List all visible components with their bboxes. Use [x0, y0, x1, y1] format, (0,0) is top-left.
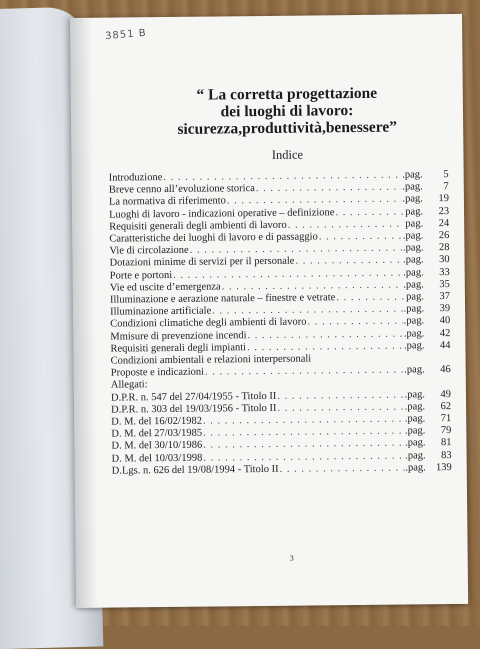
toc-pag-label: .pag.: [404, 401, 426, 413]
toc-page-number: 40: [439, 315, 451, 327]
toc-page-number: 35: [439, 278, 450, 290]
toc-dot-leader: [307, 316, 402, 329]
toc-page-number: 139: [435, 461, 452, 474]
toc-page-number: 81: [440, 437, 452, 449]
toc-page-number: 19: [438, 193, 449, 205]
toc-page-number: 71: [440, 413, 452, 425]
toc-pag-label: .pag.: [403, 254, 424, 266]
toc-page-number: 28: [438, 242, 450, 254]
toc-pag-label: .pag.: [404, 388, 426, 401]
toc-pag-label: .pag.: [404, 413, 426, 425]
toc-entry-label: Requisiti generali degli ambienti di lavoro: [109, 219, 287, 233]
toc-pag-label: pag.: [406, 291, 424, 303]
toc-entry-label: Vie ed uscite d’emergenza: [109, 281, 221, 294]
toc-pag-label: .pag.: [404, 425, 426, 437]
toc-entry-label: D.P.R. n. 303 del 19/03/1956 - Titolo II: [111, 402, 277, 416]
title-line: dei luoghi di lavoro:: [220, 102, 354, 121]
toc-entry-label: D. M. del 16/02/1982: [111, 415, 203, 428]
toc-pag-label: .pag.: [402, 193, 423, 205]
toc-dot-leader: [319, 231, 402, 244]
toc-page-number: 79: [440, 425, 452, 437]
toc-pag-label: .pag.: [403, 266, 424, 279]
toc-dot-leader: [295, 255, 402, 268]
toc-page-number: 5: [443, 169, 449, 181]
toc-entry-label: Luoghi di lavoro - indicazioni operative – definizione: [109, 206, 335, 221]
document-title: [111, 84, 464, 139]
toc-page-number: 39: [439, 303, 451, 315]
toc-entry-label: D. M. del 30/10/1986: [111, 440, 203, 453]
toc-page-number: 7: [443, 181, 449, 193]
toc-pag-label: .pag.: [403, 327, 425, 340]
title-line: sicurezza,produttività,benessere”: [177, 118, 398, 138]
book-page: [70, 14, 468, 608]
toc-page-number: 24: [438, 217, 450, 229]
toc-entry-label: Vie di circolazione: [109, 244, 189, 257]
toc-entry-label: La normativa di riferimento: [108, 195, 226, 209]
toc-entry-label: D.P.R. n. 547 del 27/04/1955 - Titolo II: [110, 390, 277, 404]
toc-dot-leader: [247, 340, 403, 354]
toc-entry-label: Requisiti generali degli impianti: [110, 342, 247, 355]
index-heading: Indice: [271, 147, 304, 162]
toc-pag-label: .pag.: [405, 449, 426, 462]
toc-pag-label: .pag.: [404, 364, 425, 376]
toc-pag-label: pag.: [405, 218, 424, 230]
toc-page-number: 44: [439, 339, 451, 351]
toc-entry-label: Dotazioni minime di servizi per il personale: [109, 256, 295, 270]
page-number: 3: [289, 553, 294, 563]
toc-page-number: 30: [438, 254, 450, 266]
toc-entry-label: D.Lgs. n. 626 del 19/08/1994 - Titolo II: [111, 463, 279, 477]
toc-entry-label: Introduzione: [108, 172, 163, 184]
toc-pag-label: .pag.: [403, 279, 424, 291]
toc-dot-leader: [205, 365, 403, 379]
toc-entry-label: Breve cenno all’evoluzione storica: [108, 183, 255, 196]
toc-pag-label: .pag.: [403, 340, 425, 352]
toc-pag-label: .pag.: [402, 169, 423, 181]
toc-pag-label: .pag.: [402, 181, 423, 193]
toc-entry: [112, 462, 452, 478]
toc-entry-label: Condizioni ambientali e relazioni interpersonali: [110, 353, 312, 367]
toc-entry-label: Caratteristiche dei luoghi di lavoro e di passaggio: [109, 231, 318, 245]
toc-pag-label: pag.: [405, 205, 424, 218]
handwritten-note: 3851 B: [104, 27, 148, 43]
table-of-contents: [109, 169, 452, 478]
toc-entry-label: Proposte e indicazioni: [110, 366, 205, 379]
toc-page-number: 62: [440, 400, 452, 412]
toc-pag-label: .pag.: [405, 462, 426, 474]
title-line: “ La corretta progettazione: [196, 84, 378, 104]
toc-dot-leader: [336, 292, 405, 305]
toc-pag-label: .pag.: [403, 315, 425, 327]
toc-dot-leader: [280, 462, 405, 476]
toc-entry-label: D. M. del 27/03/1985: [111, 427, 203, 440]
toc-dot-leader: [335, 206, 404, 219]
toc-entry-label: Mmisure di prevenzione incendi: [110, 329, 247, 343]
toc-page-number: 23: [438, 205, 450, 217]
toc-page-number: 26: [438, 230, 450, 242]
toc-pag-label: .pag.: [402, 242, 424, 254]
toc-page-number: 42: [439, 327, 451, 339]
toc-entry-label: Illuminazione artificiale: [110, 305, 212, 318]
toc-pag-label: .pag.: [402, 230, 424, 242]
toc-page-number: 37: [439, 291, 450, 303]
toc-page-number: 33: [439, 266, 450, 278]
toc-entry-label: Allegati:: [110, 379, 148, 392]
toc-entry-label: Condizioni climatiche degli ambienti di lavoro: [110, 316, 307, 331]
toc-entry-label: Illuminazione e aerazione naturale – finestre e vetrate: [109, 292, 336, 306]
toc-pag-label: .pag.: [403, 303, 425, 315]
toc-pag-label: .pag.: [404, 437, 426, 449]
toc-page-number: 83: [441, 449, 452, 461]
toc-entry-label: Porte e portoni: [109, 269, 173, 282]
toc-page-number: 46: [440, 364, 451, 376]
toc-entry-label: D. M. del 10/03/1998: [111, 452, 203, 465]
toc-page-number: 49: [440, 388, 452, 400]
